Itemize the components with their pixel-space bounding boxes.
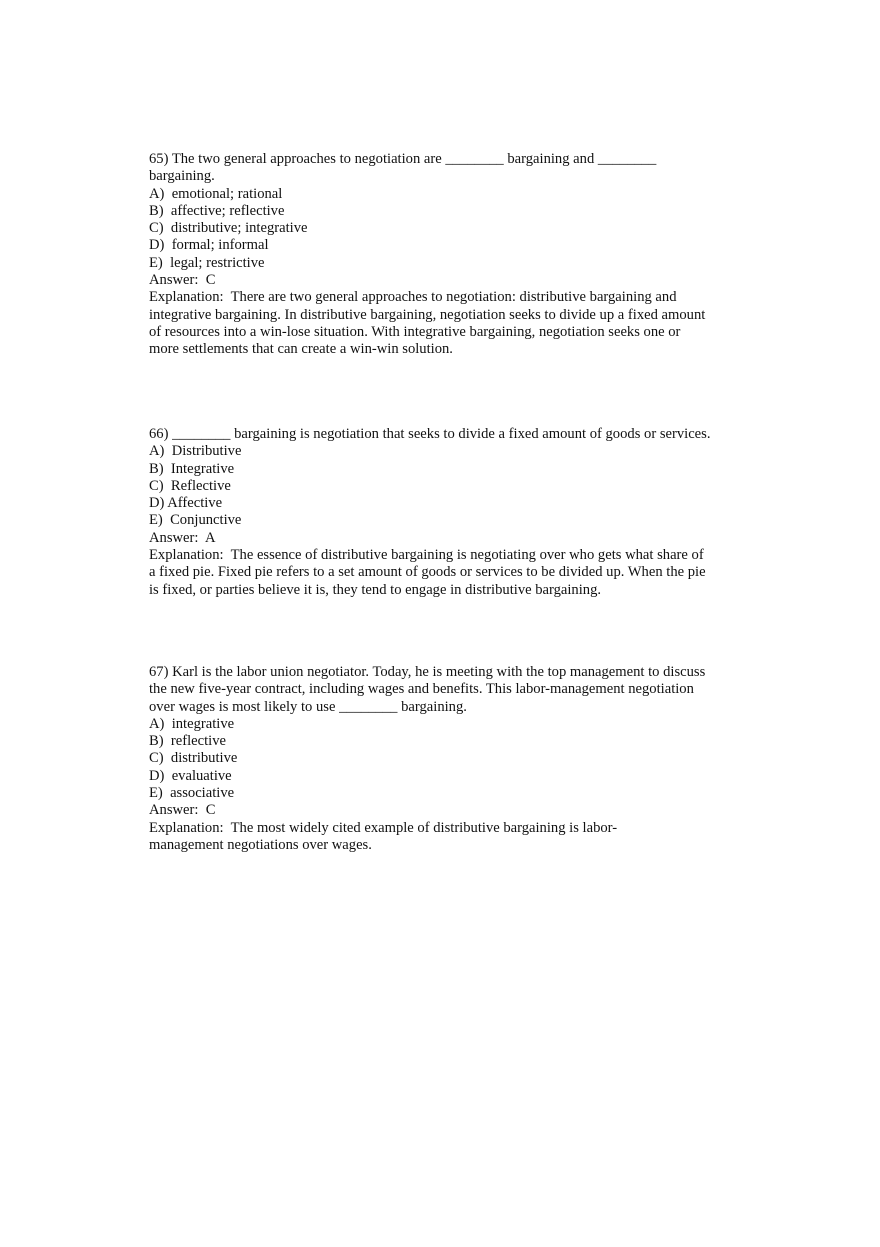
answer-option-c: C) distributive; integrative bbox=[149, 220, 308, 237]
explanation-line: a fixed pie. Fixed pie refers to a set amount of goods or services to be divided up. When the pie bbox=[149, 564, 706, 581]
explanation-line: is fixed, or parties believe it is, they tend to engage in distributive bargaining. bbox=[149, 581, 602, 598]
answer-option-c: C) Reflective bbox=[149, 477, 231, 494]
question-stem-line: 67) Karl is the labor union negotiator. Today, he is meeting with the top management to discuss bbox=[149, 664, 706, 680]
explanation-line: of resources into a win-lose situation. With integrative bargaining, negotiation seeks one or bbox=[149, 323, 681, 340]
question-stem-line: 66) ________ bargaining is negotiation that seeks to divide a fixed amount of goods or services. bbox=[149, 426, 711, 442]
question-65 bbox=[149, 151, 739, 359]
answer-option-c: C) distributive bbox=[149, 750, 238, 767]
question-stem-line: 65) The two general approaches to negotiation are ________ bargaining and ________ bbox=[149, 151, 657, 167]
answer-option-d: D) evaluative bbox=[149, 767, 232, 784]
answer-option-a: A) emotional; rational bbox=[149, 185, 283, 202]
question-67 bbox=[149, 664, 739, 854]
answer-option-a: A) integrative bbox=[149, 715, 235, 732]
question-stem-line: bargaining. bbox=[149, 168, 215, 185]
answer-key: Answer: C bbox=[149, 272, 216, 289]
explanation-line: Explanation: The essence of distributive bargaining is negotiating over who gets what share of bbox=[149, 547, 704, 564]
answer-option-b: B) affective; reflective bbox=[149, 202, 285, 219]
answer-option-e: E) legal; restrictive bbox=[149, 254, 265, 271]
answer-option-e: E) Conjunctive bbox=[149, 512, 242, 529]
explanation-line: integrative bargaining. In distributive bargaining, negotiation seeks to divide up a fixed amount bbox=[149, 306, 706, 323]
question-66 bbox=[149, 426, 739, 599]
answer-key: Answer: C bbox=[149, 802, 216, 819]
answer-option-d: D) formal; informal bbox=[149, 237, 269, 254]
explanation-line: management negotiations over wages. bbox=[149, 836, 372, 853]
explanation-line: Explanation: There are two general approaches to negotiation: distributive bargaining and bbox=[149, 289, 677, 306]
answer-option-a: A) Distributive bbox=[149, 443, 242, 460]
answer-option-e: E) associative bbox=[149, 785, 235, 802]
answer-option-b: B) Integrative bbox=[149, 460, 235, 477]
question-stem-line: the new five-year contract, including wages and benefits. This labor-management negotiation bbox=[149, 681, 694, 698]
answer-key: Answer: A bbox=[149, 529, 216, 546]
explanation-line: more settlements that can create a win-win solution. bbox=[149, 341, 453, 358]
answer-option-b: B) reflective bbox=[149, 733, 226, 750]
question-stem-line: over wages is most likely to use ________ bargaining. bbox=[149, 698, 467, 715]
answer-option-d: D) Affective bbox=[149, 495, 223, 512]
explanation-line: Explanation: The most widely cited example of distributive bargaining is labor- bbox=[149, 819, 618, 836]
